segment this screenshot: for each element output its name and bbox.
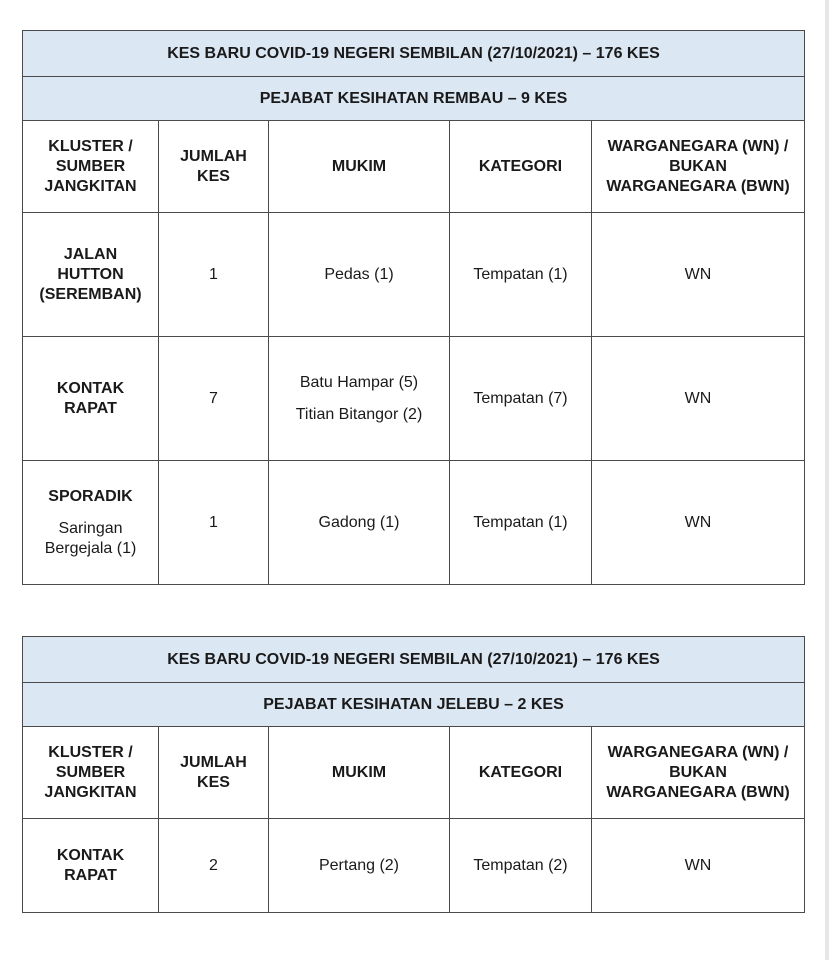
cell-kategori: Tempatan (1)	[450, 461, 592, 585]
table-row	[23, 461, 805, 585]
table-row	[23, 337, 805, 461]
col-header-kluster: KLUSTER / SUMBER JANGKITAN	[23, 121, 159, 213]
cell-mukim	[269, 337, 450, 461]
col-header-warganegara: WARGANEGARA (WN) / BUKAN WARGANEGARA (BWN)	[592, 727, 805, 819]
cell-kluster: KONTAK RAPAT	[23, 337, 159, 461]
cell-warganegara: WN	[592, 819, 805, 913]
table-subtitle: PEJABAT KESIHATAN REMBAU – 9 KES	[23, 77, 805, 121]
cell-kategori: Tempatan (1)	[450, 213, 592, 337]
cell-kluster	[23, 461, 159, 585]
cell-mukim	[269, 819, 450, 913]
col-header-warganegara: WARGANEGARA (WN) / BUKAN WARGANEGARA (BWN)	[592, 121, 805, 213]
mukim-entry: Gadong (1)	[318, 513, 400, 531]
cell-warganegara: WN	[592, 337, 805, 461]
col-header-kluster: KLUSTER / SUMBER JANGKITAN	[23, 727, 159, 819]
col-header-kategori: KATEGORI	[450, 121, 592, 213]
cell-kategori: Tempatan (7)	[450, 337, 592, 461]
table-title: KES BARU COVID-19 NEGERI SEMBILAN (27/10/2021) – 176 KES	[23, 637, 805, 683]
mukim-entry: Batu Hampar (5)	[299, 373, 419, 391]
table-title: KES BARU COVID-19 NEGERI SEMBILAN (27/10/2021) – 176 KES	[23, 31, 805, 77]
cell-jumlah: 7	[159, 337, 269, 461]
mukim-entry: Pedas (1)	[324, 265, 394, 283]
cell-mukim	[269, 461, 450, 585]
cell-warganegara: WN	[592, 213, 805, 337]
kluster-note: Saringan Bergejala (1)	[44, 519, 137, 557]
table-row	[23, 213, 805, 337]
cell-jumlah: 1	[159, 461, 269, 585]
cell-mukim	[269, 213, 450, 337]
col-header-mukim: MUKIM	[269, 121, 450, 213]
cell-kategori: Tempatan (2)	[450, 819, 592, 913]
col-header-mukim: MUKIM	[269, 727, 450, 819]
cell-jumlah: 2	[159, 819, 269, 913]
cell-jumlah: 1	[159, 213, 269, 337]
col-header-jumlah: JUMLAH KES	[159, 727, 269, 819]
cell-warganegara: WN	[592, 461, 805, 585]
jelebu-cases-table	[22, 636, 805, 913]
rembau-cases-table	[22, 30, 805, 585]
table-row	[23, 819, 805, 913]
cell-kluster: JALAN HUTTON (SEREMBAN)	[23, 213, 159, 337]
col-header-jumlah: JUMLAH KES	[159, 121, 269, 213]
mukim-entry: Titian Bitangor (2)	[295, 405, 423, 423]
page-edge	[825, 0, 829, 960]
mukim-entry: Pertang (2)	[318, 856, 400, 874]
col-header-kategori: KATEGORI	[450, 727, 592, 819]
kluster-label: SPORADIK	[48, 487, 133, 505]
cell-kluster: KONTAK RAPAT	[23, 819, 159, 913]
table-subtitle: PEJABAT KESIHATAN JELEBU – 2 KES	[23, 683, 805, 727]
